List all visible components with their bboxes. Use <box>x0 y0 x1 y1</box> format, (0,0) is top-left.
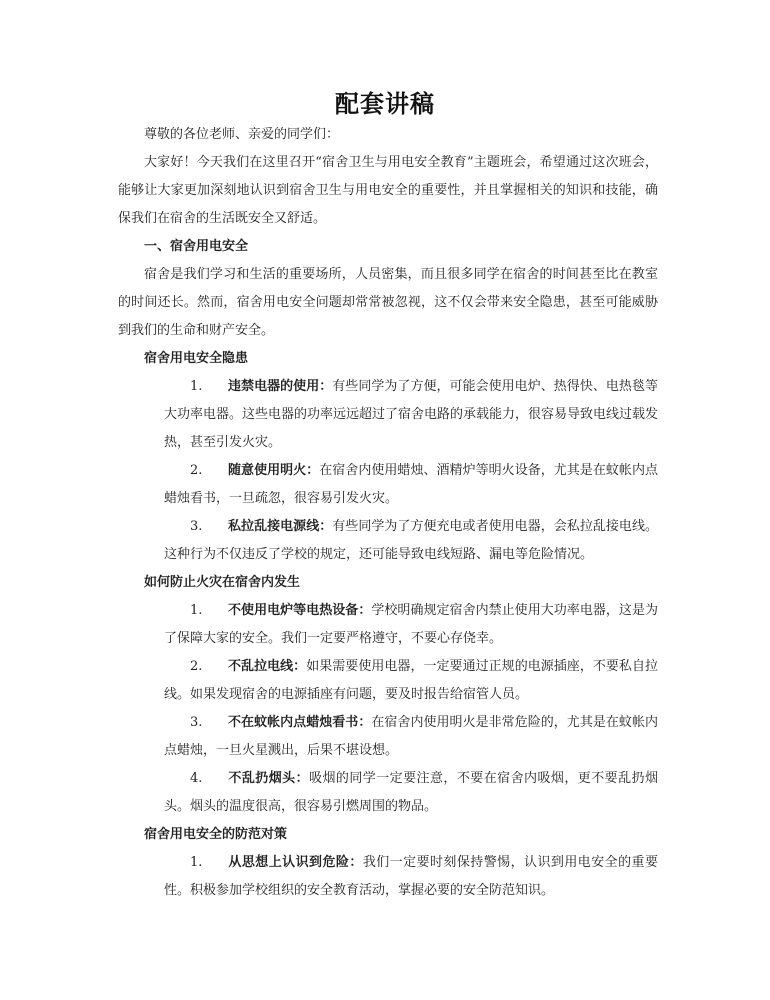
list-number: 2. <box>190 463 203 478</box>
list-item <box>118 597 658 653</box>
list-item <box>118 765 658 821</box>
subheading-hazards: 宿舍用电安全隐患 <box>144 351 249 366</box>
list-number: 2. <box>190 659 203 674</box>
list-item <box>118 653 658 709</box>
list-item-text: 吸烟的同学一定要注意，不要在宿舍内吸烟，更不要乱扔烟头。烟头的温度很高，很容易引燃周围的物品。 <box>164 771 658 814</box>
list-item <box>118 709 658 765</box>
list-item-bold: 不在蚊帐内点蜡烛看书： <box>228 715 372 730</box>
list-item-bold: 违禁电器的使用： <box>228 379 333 394</box>
greeting: 尊敬的各位老师、亲爱的同学们： <box>144 127 340 142</box>
list-item-text: 有些同学为了方便，可能会使用电炉、热得快、电热毯等大功率电器。这些电器的功率远远超过了宿舍电路的承载能力，很容易导致电线过载发热，甚至引发火灾。 <box>164 379 659 450</box>
list-item-text: 学校明确规定宿舍内禁止使用大功率电器，这是为了保障大家的安全。我们一定要严格遵守，不要心存侥幸。 <box>164 603 658 646</box>
list-item-bold: 不乱扔烟头： <box>228 771 310 786</box>
section-paragraph: 宿舍是我们学习和生活的重要场所，人员密集，而且很多同学在宿舍的时间甚至比在教室的时间还长。然而，宿舍用电安全问题却常常被忽视，这不仅会带来安全隐患，甚至可能威胁到我们的生命和财产安全。 <box>118 267 658 338</box>
list-item-text: 有些同学为了方便充电或者使用电器，会私拉乱接电线。这种行为不仅违反了学校的规定，还可能导致电线短路、漏电等危险情况。 <box>164 519 658 562</box>
list-item-bold: 不乱拉电线： <box>228 659 307 674</box>
subheading-measures: 宿舍用电安全的防范对策 <box>144 827 288 842</box>
list-item <box>118 849 658 905</box>
list-number: 3. <box>190 519 203 534</box>
list-number: 3. <box>190 715 203 730</box>
list-item <box>118 373 658 457</box>
list-item-text: 在宿舍内使用蜡烛、酒精炉等明火设备，尤其是在蚊帐内点蜡烛看书，一旦疏忽，很容易引发火灾。 <box>164 463 658 506</box>
list-item <box>118 513 658 569</box>
document-title: 配套讲稿 <box>335 89 435 118</box>
document-body <box>118 121 658 905</box>
intro-paragraph: 大家好！今天我们在这里召开“宿舍卫生与用电安全教育”主题班会，希望通过这次班会，能够让大家更加深刻地认识到宿舍卫生与用电安全的重要性，并且掌握相关的知识和技能，确保我们在宿舍的生活既安全又舒适。 <box>118 155 658 226</box>
list-item <box>118 457 658 513</box>
list-item-bold: 从思想上认识到危险： <box>228 855 363 870</box>
list-item-bold: 私拉乱接电源线： <box>228 519 333 534</box>
subheading-prevention: 如何防止火灾在宿舍内发生 <box>144 575 301 590</box>
list-item-text: 我们一定要时刻保持警惕，认识到用电安全的重要性。积极参加学校组织的安全教育活动，掌握必要的安全防范知识。 <box>164 855 658 898</box>
list-number: 4. <box>190 771 203 786</box>
section-heading-electric-safety: 一、宿舍用电安全 <box>144 239 249 254</box>
list-item-bold: 不使用电炉等电热设备： <box>228 603 372 618</box>
list-item-text: 如果需要使用电器，一定要通过正规的电源插座，不要私自拉线。如果发现宿舍的电源插座有问题，要及时报告给宿管人员。 <box>164 659 658 702</box>
list-number: 1. <box>190 603 203 618</box>
list-item-bold: 随意使用明火： <box>228 463 320 478</box>
list-number: 1. <box>190 379 203 394</box>
list-number: 1. <box>190 855 203 870</box>
list-item-text: 在宿舍内使用明火是非常危险的，尤其是在蚊帐内点蜡烛，一旦火星溅出，后果不堪设想。 <box>164 715 658 758</box>
